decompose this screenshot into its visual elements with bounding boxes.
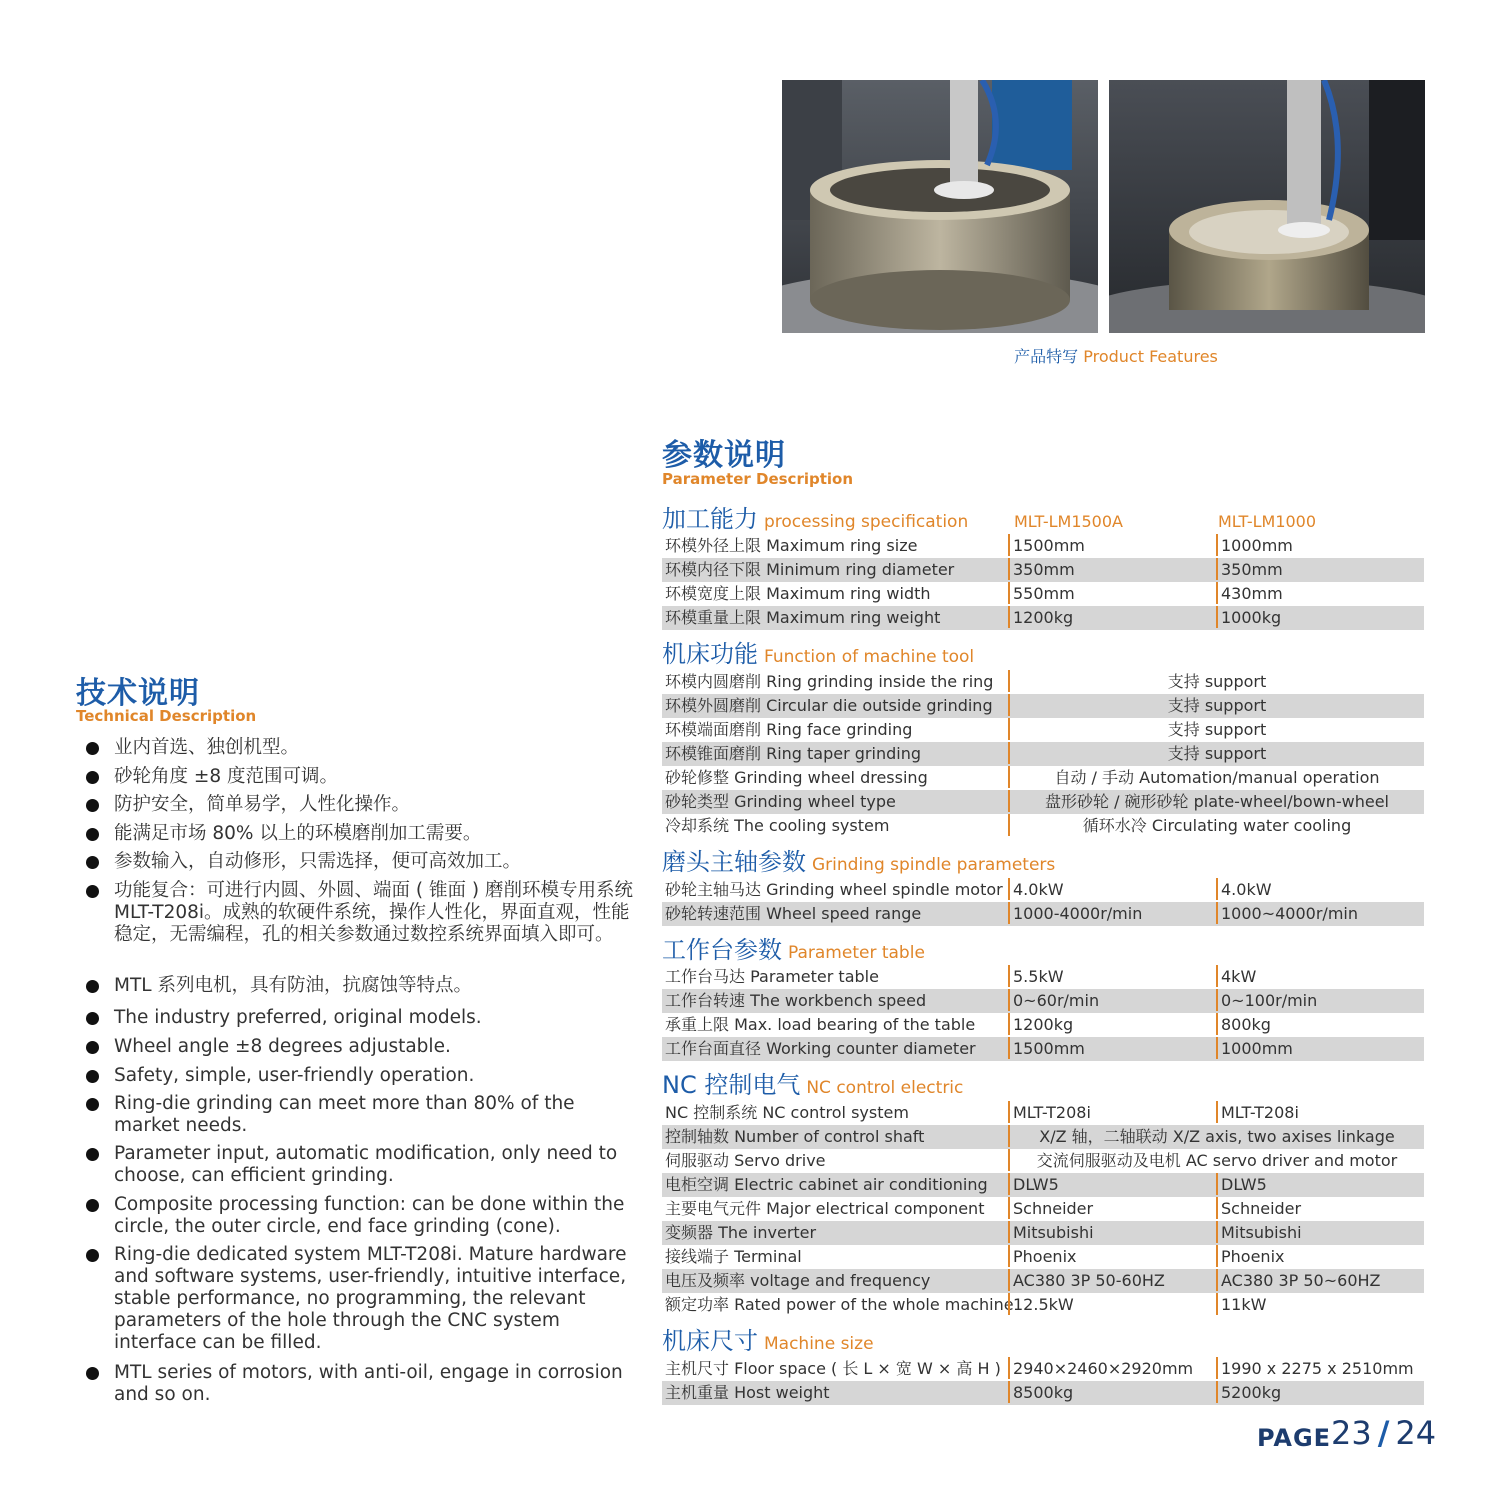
technical-title: 技术说明	[76, 676, 200, 711]
technical-subtitle: Technical Description	[76, 707, 257, 725]
list-item: MTL series of motors, with anti-oil, engage in corrosion and so on.	[84, 1362, 646, 1406]
section-processing: 加工能力 processing specification	[662, 505, 969, 533]
section-function: 机床功能 Function of machine tool	[662, 640, 975, 668]
bullet-icon	[86, 856, 99, 869]
table-row: 额定功率 Rated power of the whole machine 12.5kW 11kW	[665, 1295, 1267, 1314]
section-spindle: 磨头主轴参数 Grinding spindle parameters	[662, 848, 1056, 876]
table-row: 环模内圆磨削 Ring grinding inside the ring 支持 support	[662, 670, 1424, 694]
table-row: 环模端面磨削 Ring face grinding 支持 support	[662, 718, 1424, 742]
list-item: Ring-die grinding can meet more than 80% of the market needs.	[84, 1093, 646, 1137]
table-row: 主要电气元件 Major electrical component Schneider Schneider	[665, 1199, 1302, 1218]
model-header-2: MLT-LM1000	[1218, 512, 1317, 531]
page-label: PAGE	[1257, 1424, 1332, 1452]
section-table: 工作台参数 Parameter table	[662, 936, 925, 964]
table-row: 砂轮类型 Grinding wheel type 盘形砂轮 / 碗形砂轮 plate-wheel/bown-wheel	[662, 790, 1424, 814]
model-header-1: MLT-LM1500A	[1014, 512, 1123, 531]
table-row: 冷却系统 The cooling system 循环水冷 Circulating water cooling	[662, 814, 1424, 838]
bullet-icon	[86, 1070, 99, 1083]
list-item: 参数输入，自动修形，只需选择，便可高效加工。	[84, 851, 646, 873]
table-row: 工作台转速 The workbench speed 0~60r/min 0~100r/min	[662, 989, 1424, 1013]
table-row: 主机重量 Host weight 8500kg 5200kg	[662, 1381, 1424, 1405]
table-row: 环模外径上限 Maximum ring size 1500mm 1000mm	[665, 536, 1293, 555]
list-item: 业内首选、独创机型。	[84, 737, 646, 759]
list-item: The industry preferred, original models.	[84, 1007, 646, 1029]
table-row: 砂轮修整 Grinding wheel dressing 自动 / 手动 Automation/manual operation	[662, 766, 1424, 790]
product-photo-inner-grinding	[1109, 80, 1425, 333]
table-row: 砂轮转速范围 Wheel speed range 1000-4000r/min 1000~4000r/min	[662, 902, 1424, 926]
table-row: 环模内径下限 Minimum ring diameter 350mm 350mm	[662, 558, 1424, 582]
table-row: 主机尺寸 Floor space ( 长 L × 宽 W × 高 H ) 2940×2460×2920mm 1990 x 2275 x 2510mm	[665, 1359, 1414, 1378]
table-row: 接线端子 Terminal Phoenix Phoenix	[665, 1247, 1285, 1266]
list-item: Parameter input, automatic modification, only need to choose, can efficient grinding.	[84, 1143, 646, 1187]
table-row: 变频器 The inverter Mitsubishi Mitsubishi	[662, 1221, 1424, 1245]
bullet-icon	[86, 1148, 99, 1161]
section-nc: NC 控制电气 NC control electric	[662, 1071, 964, 1099]
list-item: Composite processing function: can be done within the circle, the outer circle, end face grinding (cone).	[84, 1194, 646, 1238]
table-row: 工作台面直径 Working counter diameter 1500mm 1000mm	[662, 1037, 1424, 1061]
bullet-icon	[86, 1041, 99, 1054]
parameter-title: 参数说明	[662, 438, 786, 473]
table-row: 电柜空调 Electric cabinet air conditioning DLW5 DLW5	[662, 1173, 1424, 1197]
list-item: Ring-die dedicated system MLT-T208i. Mature hardware and software systems, user-friendly, intuitive interface, stable performance, no programming, the relevant parameters of the hole through the CNC system interface can be filled.	[84, 1244, 646, 1354]
bullet-icon	[86, 1012, 99, 1025]
table-row: 承重上限 Max. load bearing of the table 1200kg 800kg	[665, 1015, 1271, 1034]
table-row: 环模宽度上限 Maximum ring width 550mm 430mm	[665, 584, 1283, 603]
table-row: 环模外圆磨削 Circular die outside grinding 支持 support	[662, 694, 1424, 718]
bullet-icon	[86, 1367, 99, 1380]
table-row: 砂轮主轴马达 Grinding wheel spindle motor 4.0kW 4.0kW	[665, 880, 1272, 899]
bullet-icon	[86, 771, 99, 784]
list-item: MTL 系列电机，具有防油，抗腐蚀等特点。	[84, 975, 646, 997]
list-item: 能满足市场 80% 以上的环模磨削加工需要。	[84, 823, 646, 845]
list-item: 砂轮角度 ±8 度范围可调。	[84, 766, 646, 788]
section-size: 机床尺寸 Machine size	[662, 1327, 874, 1355]
parameter-subtitle: Parameter Description	[662, 470, 854, 488]
page-slash: /	[1377, 1414, 1390, 1452]
bullet-icon	[86, 742, 99, 755]
page-right-number: 24	[1395, 1414, 1437, 1452]
table-row: 控制轴数 Number of control shaft X/Z 轴，二轴联动 X/Z axis, two axises linkage	[662, 1125, 1424, 1149]
bullet-icon	[86, 799, 99, 812]
bullet-icon	[86, 980, 99, 993]
product-photo-outer-grinding	[782, 80, 1098, 333]
table-row: 伺服驱动 Servo drive 交流伺服驱动及电机 AC servo driver and motor	[662, 1149, 1424, 1173]
caption-cn: 产品特写	[1014, 347, 1079, 366]
bullet-icon	[86, 828, 99, 841]
list-item: Wheel angle ±8 degrees adjustable.	[84, 1036, 646, 1058]
table-row: 环模重量上限 Maximum ring weight 1200kg 1000kg	[662, 606, 1424, 630]
list-item: Safety, simple, user-friendly operation.	[84, 1065, 646, 1087]
table-row: 电压及频率 voltage and frequency AC380 3P 50-60HZ AC380 3P 50~60HZ	[662, 1269, 1424, 1293]
bullet-icon	[86, 1098, 99, 1111]
bullet-icon	[86, 1249, 99, 1262]
caption-en: Product Features	[1083, 347, 1218, 366]
page-number	[1331, 1414, 1436, 1452]
table-row: 工作台马达 Parameter table 5.5kW 4kW	[665, 967, 1257, 986]
photo-caption	[996, 344, 1236, 367]
list-item: 功能复合：可进行内圆、外圆、端面 ( 锥面 ) 磨削环模专用系统 MLT-T208i。成熟的软硬件系统，操作人性化，界面直观，性能稳定，无需编程，孔的相关参数通过数控系统界面填入即可。	[84, 880, 646, 946]
table-row: NC 控制系统 NC control system MLT-T208i MLT-T208i	[665, 1103, 1299, 1122]
table-row: 环模锥面磨削 Ring taper grinding 支持 support	[662, 742, 1424, 766]
page-left-number: 23	[1331, 1414, 1372, 1452]
list-item: 防护安全，简单易学，人性化操作。	[84, 794, 646, 816]
bullet-icon	[86, 885, 99, 898]
bullet-icon	[86, 1199, 99, 1212]
